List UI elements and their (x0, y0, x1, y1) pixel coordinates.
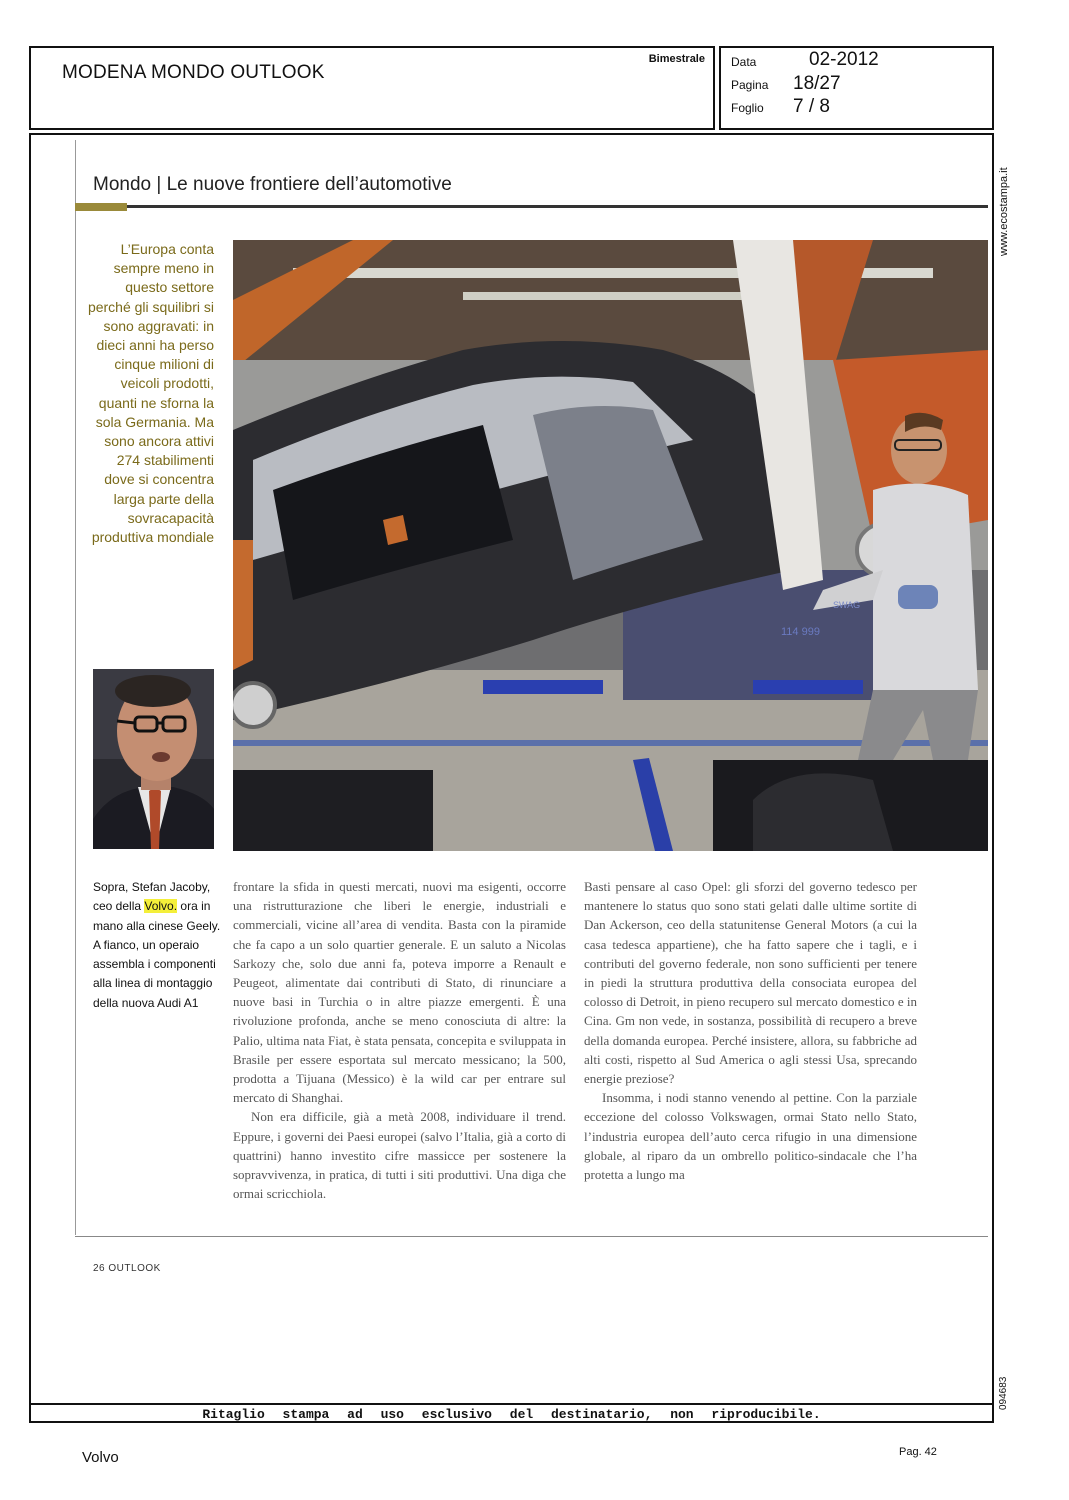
col2-paragraph-1: Basti pensare al caso Opel: gli sforzi del governo tedesco per mantenere lo status quo sono stati gelati dalle ultime sortite di Dan Ackerson, ceo della statunitense General Motors (a cui la casa tedesca appartiene), che ha fatto sapere che i tagli, e i contributi del governo federale, non sono sufficienti per tenere in piedi la struttura produttiva della consociata europea del colosso di Detroit, in pieno recupero sul mercato domestico e in Cina. Gm non vede, in sostanza, possibilità di recupero a breve della domanda europea. Perché insistere, allora, su fabbriche ad alti costi, rispetto al Sud America o agli stessi Usa, sprecando energie preziose? (584, 879, 917, 1087)
frequency-label: Bimestrale (648, 53, 705, 65)
side-url (998, 146, 1014, 256)
caption-text-2: ora in mano alla cinese Geely. A fianco, un operaio assembla i componenti alla linea di montaggio della nuova Audi A1 (93, 899, 221, 1010)
page-label: Pagina (731, 78, 769, 92)
col2-paragraph-2: Insomma, i nodi stanno venendo al pettine. Con la parziale eccezione del colosso Volkswagen, ormai Stato nello Stato, l’industria europea dell’auto cerca rifugio in una dimensione globale, al riparo da un ombrello politico-sindacale che l’ha protetta a lungo ma (584, 1090, 917, 1183)
title-bar-accent (75, 203, 127, 211)
portrait-illustration (93, 669, 214, 849)
pullquote: L’Europa conta sempre meno in questo settore perché gli squilibri si sono aggravati: in dieci anni ha perso cinque milioni di veicoli prodotti, quanti ne sforna la sola Germania. Ma sono ancora attivi 274 stabilimenti dove si concentra larga parte della sovracapacità produttiva mondiale (87, 241, 214, 546)
sheet-label: Foglio (731, 101, 764, 115)
portrait-photo (93, 669, 214, 849)
col1-paragraph-2: Non era difficile, già a metà 2008, individuare il trend. Eppure, i governi dei Paesi europei (salvo l’Italia, già a corto di quattrini) hanno investito cifre massicce per sostenere la sopravvivenza, in pratica, di tutti i siti produttivi. Una diga che ormai scricchiola. (233, 1109, 566, 1202)
factory-photo (233, 240, 988, 851)
ecostampa-url: www.ecostampa.it (998, 167, 1010, 256)
section-title: Mondo | Le nuove frontiere dell’automotive (93, 174, 452, 195)
photo-caption (93, 878, 228, 1013)
side-code (998, 1365, 1014, 1410)
reproduction-notice: Ritaglio stampa ad uso esclusivo del destinatario, non riproducibile. (29, 1403, 994, 1423)
caption-highlight: Volvo. (144, 899, 178, 914)
factory-illustration (233, 240, 988, 851)
caption-text-1: Sopra, Stefan Jacoby, ceo della (93, 880, 211, 914)
photo-label-1: 114 999 (781, 626, 820, 638)
date-value: 02-2012 (809, 49, 879, 70)
date-label: Data (731, 55, 757, 69)
publication-name: MODENA MONDO OUTLOOK (62, 62, 325, 83)
title-bar-rule (127, 205, 988, 208)
page-value: 18/27 (793, 73, 841, 94)
col1-paragraph-1: frontare la sfida in questi mercati, nuovi ma esigenti, occorre una ristrutturazione che liberi le energie, industriali e commerciali, vicine all’area di vendita. Basta con la piramide che fa capo a un solo quartier generale. E un saluto a Nicolas Sarkozy che, solo due anni fa, poteva imporre a Renault e Peugeot, alimentate dai contributi di Stato, di rinunciare a nuove basi in Turchia o in altre piazze emergenti. È una rivoluzione profonda, anche se meno conosciuta di altre: la Palio, ultima nata Fiat, è stata pensata, concepita e sviluppata in Brasile per essere esportata sul mercato messicano; la 500, prodotta a Tijuana (Messico) è la wild car per entrare sul mercato di Shanghai. (233, 879, 566, 1106)
page-bottom-rule (75, 1236, 988, 1237)
client-name: Volvo (82, 1449, 119, 1466)
sheet-value: 7 / 8 (793, 96, 830, 117)
page-number: Pag. 42 (899, 1446, 937, 1458)
page-folio: 26 OUTLOOK (93, 1263, 161, 1274)
clipping-meta (719, 46, 994, 130)
photo-label-2: SWAG (833, 600, 861, 610)
page-left-rule (75, 140, 76, 1235)
article-column-1 (233, 877, 566, 1203)
clipping-code: 094683 (998, 1376, 1009, 1410)
publication-header (29, 46, 715, 130)
article-column-2 (584, 877, 917, 1184)
